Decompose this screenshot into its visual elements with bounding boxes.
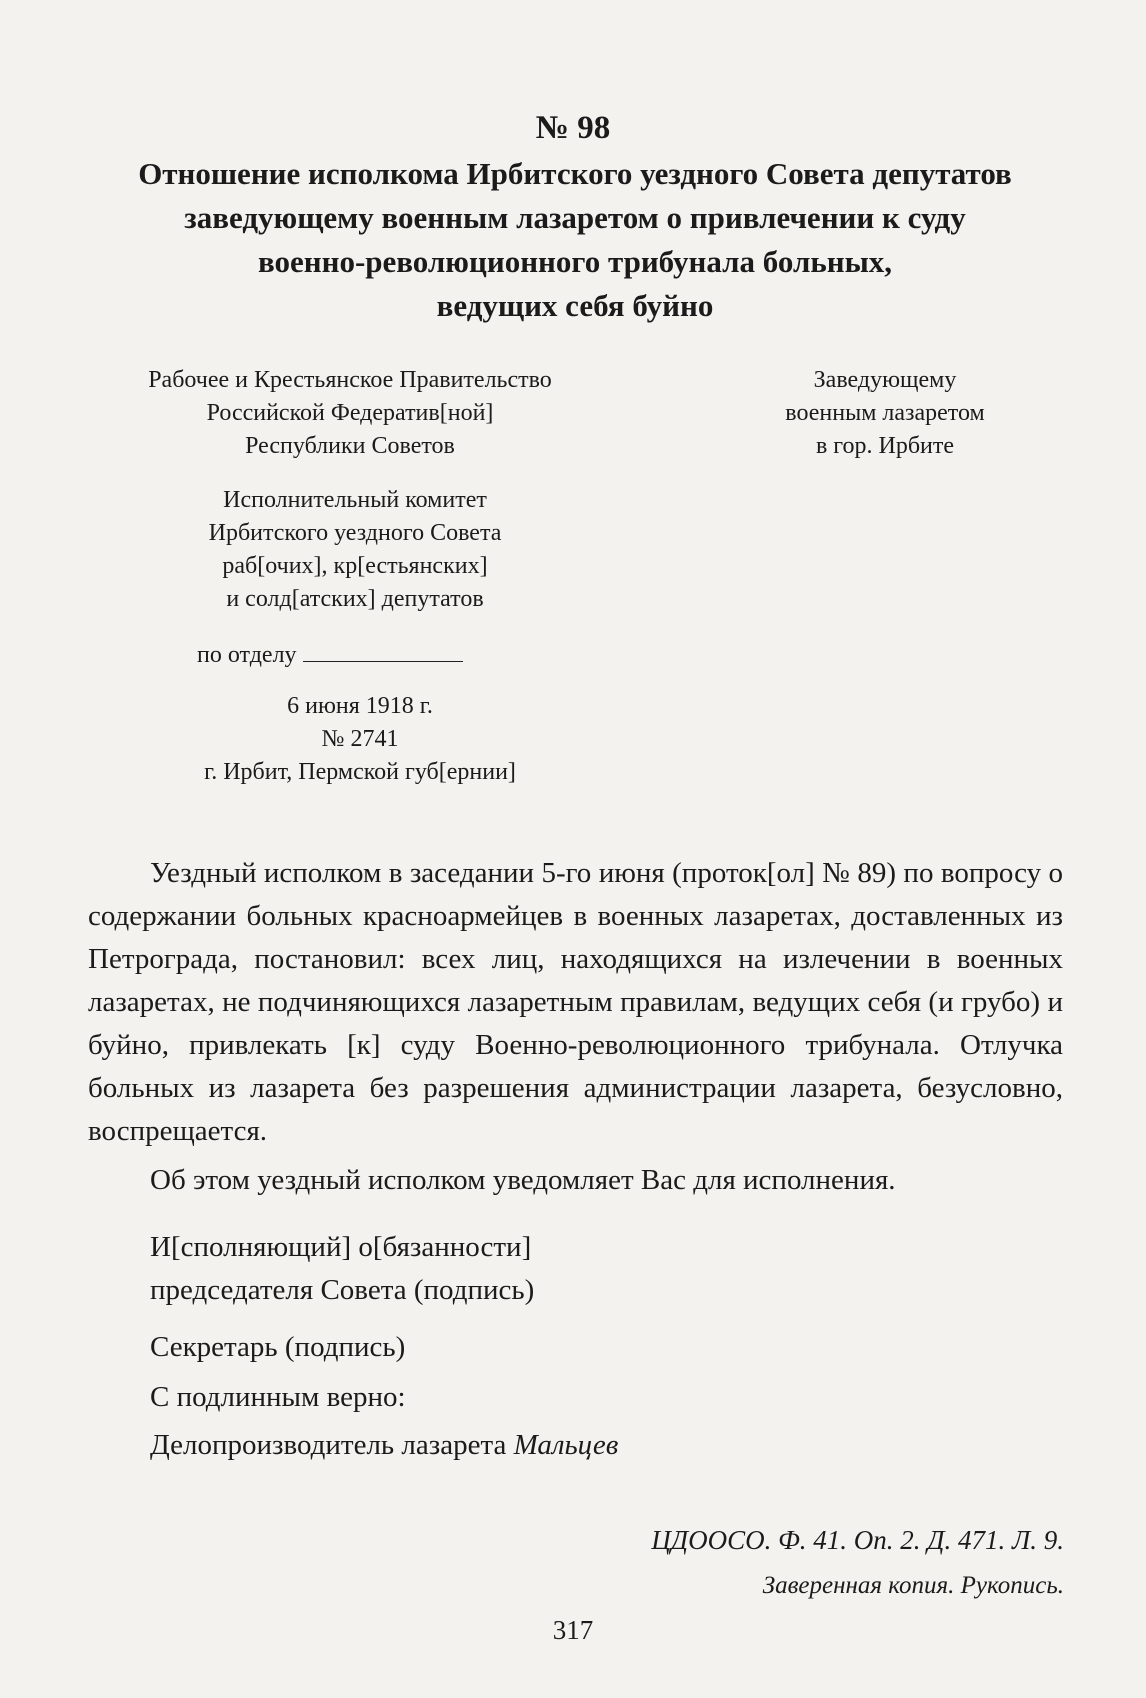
signature-line: председателя Совета (подпись) [150,1274,535,1306]
title-line: Отношение исполкома Ирбитского уездного Совета депутатов [138,156,1012,191]
committee-block [130,484,580,616]
clerk-name: Мальцев [513,1429,619,1461]
committee-line: Исполнительный комитет [223,487,487,513]
department-field [197,642,463,669]
title-line: ведущих себя буйно [436,288,714,323]
date-block [200,690,520,789]
committee-line: и солд[атских] депутатов [226,586,484,612]
department-label: по отделу [197,642,297,668]
addressee-line: Заведующему [813,367,957,393]
copy-note: Заверенная копия. Рукопись. [762,1572,1064,1599]
secretary-signature: Секретарь (подпись) [150,1331,406,1363]
title-line: заведующему военным лазаретом о привлечении к суду [184,200,966,235]
committee-line: раб[очих], кр[естьянских] [222,553,488,579]
addressee-line: в гор. Ирбите [815,433,955,459]
certified-note: С подлинным верно: [150,1381,406,1413]
document-title [60,152,1090,328]
committee-line: Ирбитского уездного Совета [208,520,502,546]
notify-paragraph: Об этом уездный исполком уведомляет Вас для исполнения. [150,1164,896,1196]
document-date: 6 июня 1918 г. [287,693,433,719]
header-line: Российской Федератив[ной] [206,400,494,426]
addressee-line: военным лазаретом [785,400,985,426]
document-body [88,852,1063,1202]
government-header [80,364,620,463]
body-paragraph: Уездный исполком в заседании 5-го июня (проток[ол] № 89) по вопросу о содержании больных красноармейцев в военных лазаретах, доставленных из Петрограда, постановил: всех лиц, находящихся на излечении в военных лазаретах, не подчиняющихся лазаретным правилам, ведущих себя (и грубо) и буйно, привлекать [к] суду Военно-революционного трибунала. Отлучка больных из лазарета без разрешения администрации лазарета, безусловно, воспрещается. [88,857,1063,1147]
signature-line: И[сполняющий] о[бязанности] [150,1231,532,1263]
document-place: г. Ирбит, Пермской губ[ернии] [204,759,516,785]
document-number: № 98 [535,110,611,146]
clerk-label: Делопроизводитель лазарета [150,1429,507,1461]
registration-number: № 2741 [321,726,399,752]
title-line: военно-революционного трибунала больных, [257,244,893,279]
clerk-signature [150,1424,618,1467]
acting-chair-signature [150,1226,534,1312]
page-number: 317 [552,1615,594,1645]
department-blank-line [303,643,463,662]
header-line: Рабочее и Крестьянское Правительство [148,367,552,393]
addressee-block [700,364,1070,463]
archive-reference: ЦДООСО. Ф. 41. Оп. 2. Д. 471. Л. 9. [651,1525,1064,1555]
header-line: Республики Советов [245,433,455,459]
